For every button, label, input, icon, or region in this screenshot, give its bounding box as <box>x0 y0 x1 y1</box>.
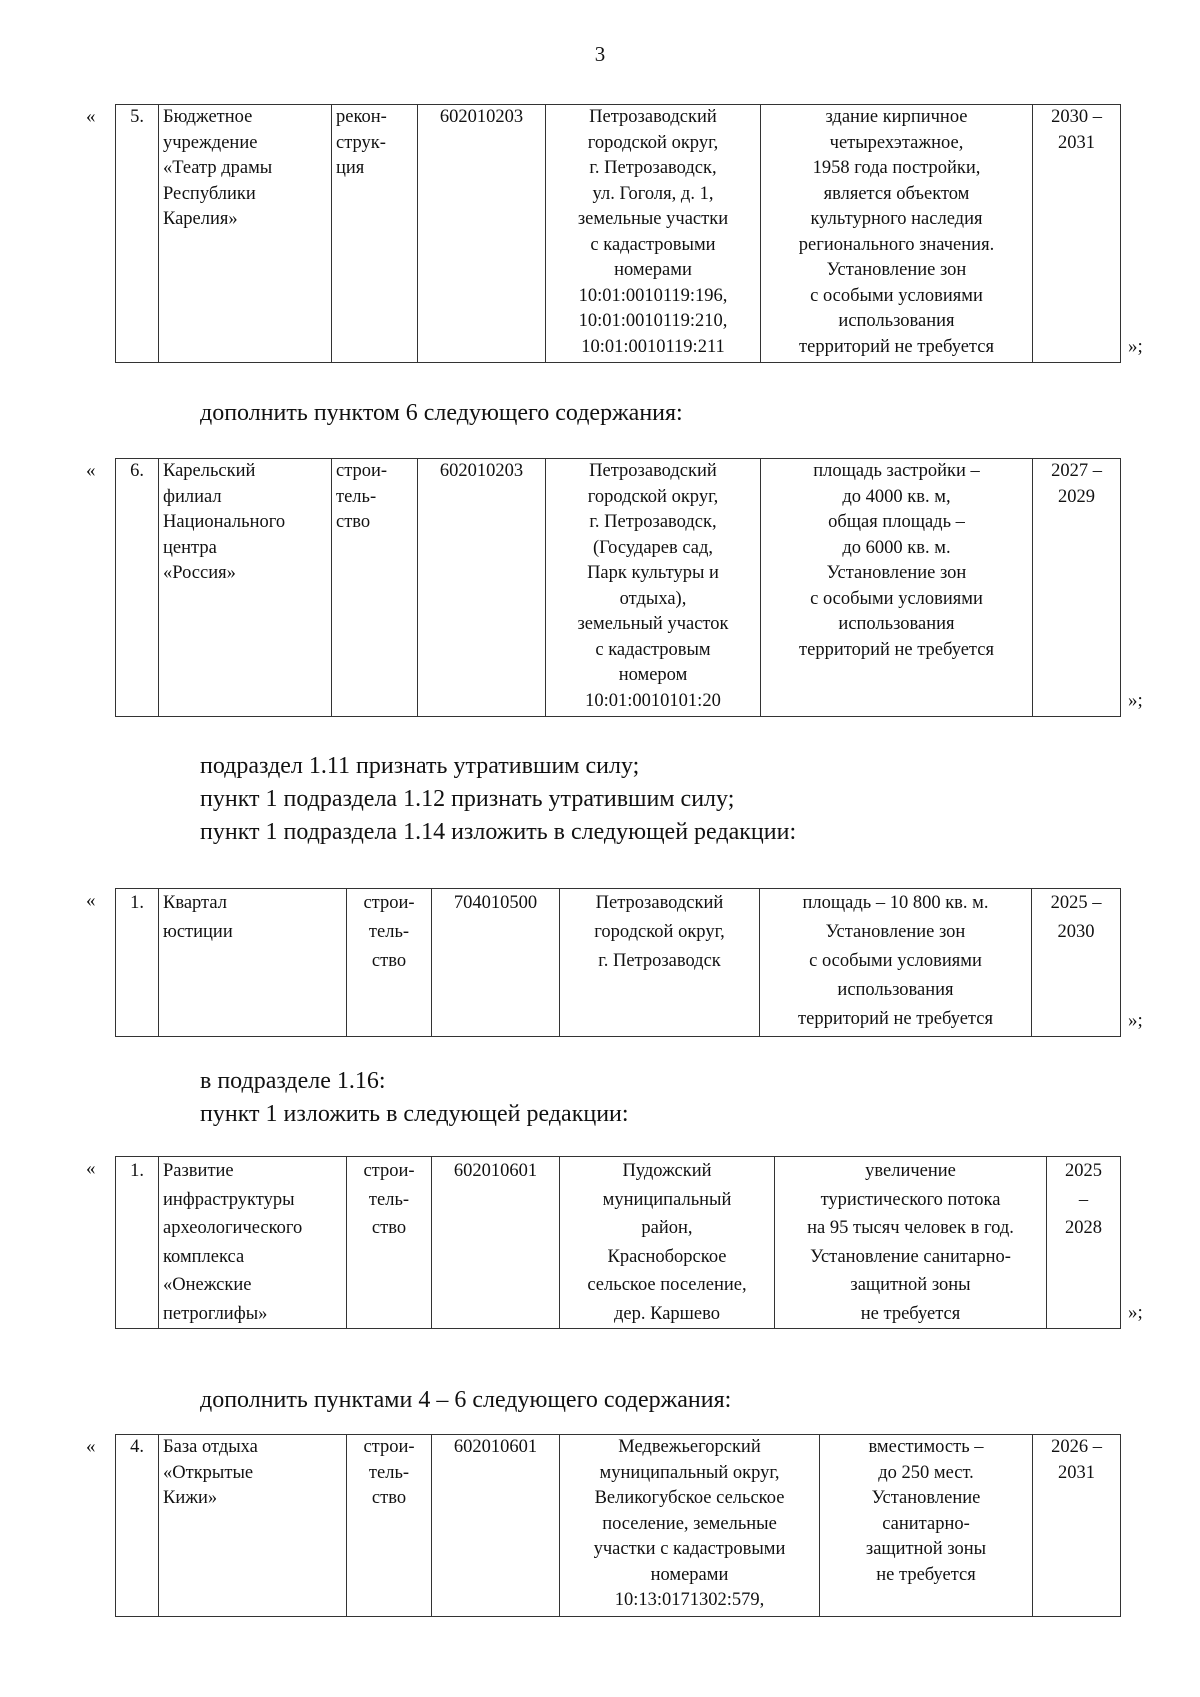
table-row <box>116 105 1121 363</box>
object-table <box>115 104 1121 363</box>
table-row <box>116 459 1121 717</box>
open-quote: « <box>86 1436 96 1457</box>
object-table <box>115 888 1121 1037</box>
work-type: рекон- струк- ция <box>332 105 418 363</box>
characteristics: площадь – 10 800 кв. м. Установление зон с особыми условиями использования территорий не требуется <box>760 889 1032 1037</box>
row-number: 4. <box>116 1435 159 1617</box>
paragraph-3: в подразделе 1.16: пункт 1 изложить в следующей редакции: <box>200 1068 629 1127</box>
work-type: строи- тель- ство <box>347 1157 432 1329</box>
characteristics: вместимость – до 250 мест. Установление санитарно- защитной зоны не требуется <box>820 1435 1033 1617</box>
characteristics: площадь застройки – до 4000 кв. м, общая площадь – до 6000 кв. м. Установление зон с особыми условиями использования территорий не требуется <box>761 459 1033 717</box>
paragraph-4: дополнить пунктами 4 – 6 следующего содержания: <box>200 1387 732 1413</box>
period: 2026 – 2031 <box>1033 1435 1121 1617</box>
code: 602010203 <box>418 105 546 363</box>
work-type: строи- тель- ство <box>347 889 432 1037</box>
location: Пудожский муниципальный район, Красноборское сельское поселение, дер. Каршево <box>560 1157 775 1329</box>
period: 2025 – 2030 <box>1032 889 1121 1037</box>
code: 602010601 <box>432 1435 560 1617</box>
object-name: Бюджетное учреждение «Театр драмы Республики Карелия» <box>159 105 332 363</box>
characteristics: здание кирпичное четырехэтажное, 1958 года постройки, является объектом культурного наследия регионального значения. Установление зон с особыми условиями использования территорий не требуется <box>761 105 1033 363</box>
close-quote: »; <box>1128 1302 1143 1323</box>
work-type: строи- тель- ство <box>332 459 418 717</box>
table-row <box>116 1157 1121 1329</box>
code: 704010500 <box>432 889 560 1037</box>
paragraph-1: дополнить пунктом 6 следующего содержания: <box>200 400 683 426</box>
object-name: База отдыха «Открытые Кижи» <box>159 1435 347 1617</box>
row-number: 6. <box>116 459 159 717</box>
location: Петрозаводский городской округ, г. Петрозаводск, (Государев сад, Парк культуры и отдыха), земельный участок с кадастровым номером 10:01:0010101:20 <box>546 459 761 717</box>
row-number: 5. <box>116 105 159 363</box>
object-table <box>115 1434 1121 1617</box>
characteristics: увеличение туристического потока на 95 тысяч человек в год. Установление санитарно- защитной зоны не требуется <box>775 1157 1047 1329</box>
location: Медвежьегорский муниципальный округ, Великогубское сельское поселение, земельные участки с кадастровыми номерами 10:13:0171302:579, <box>560 1435 820 1617</box>
object-name: Квартал юстиции <box>159 889 347 1037</box>
table-row <box>116 1435 1121 1617</box>
object-table <box>115 1156 1121 1329</box>
code: 602010601 <box>432 1157 560 1329</box>
location: Петрозаводский городской округ, г. Петрозаводск, ул. Гоголя, д. 1, земельные участки с кадастровыми номерами 10:01:0010119:196, 10:01:0010119:210, 10:01:0010119:211 <box>546 105 761 363</box>
object-table <box>115 458 1121 717</box>
close-quote: »; <box>1128 690 1143 711</box>
work-type: строи- тель- ство <box>347 1435 432 1617</box>
table-row <box>116 889 1121 1037</box>
period: 2025 – 2028 <box>1047 1157 1121 1329</box>
period: 2027 – 2029 <box>1033 459 1121 717</box>
open-quote: « <box>86 1158 96 1179</box>
row-number: 1. <box>116 889 159 1037</box>
code: 602010203 <box>418 459 546 717</box>
object-name: Развитие инфраструктуры археологического комплекса «Онежские петроглифы» <box>159 1157 347 1329</box>
row-number: 1. <box>116 1157 159 1329</box>
page-number: 3 <box>594 42 606 66</box>
period: 2030 – 2031 <box>1033 105 1121 363</box>
close-quote: »; <box>1128 1010 1143 1031</box>
open-quote: « <box>86 106 96 127</box>
open-quote: « <box>86 460 96 481</box>
location: Петрозаводский городской округ, г. Петрозаводск <box>560 889 760 1037</box>
open-quote: « <box>86 890 96 911</box>
close-quote: »; <box>1128 336 1143 357</box>
object-name: Карельский филиал Национального центра «Россия» <box>159 459 332 717</box>
paragraph-2: подраздел 1.11 признать утратившим силу; пункт 1 подраздела 1.12 признать утратившим силу; пункт 1 подраздела 1.14 изложить в следующей редакции: <box>200 753 797 845</box>
